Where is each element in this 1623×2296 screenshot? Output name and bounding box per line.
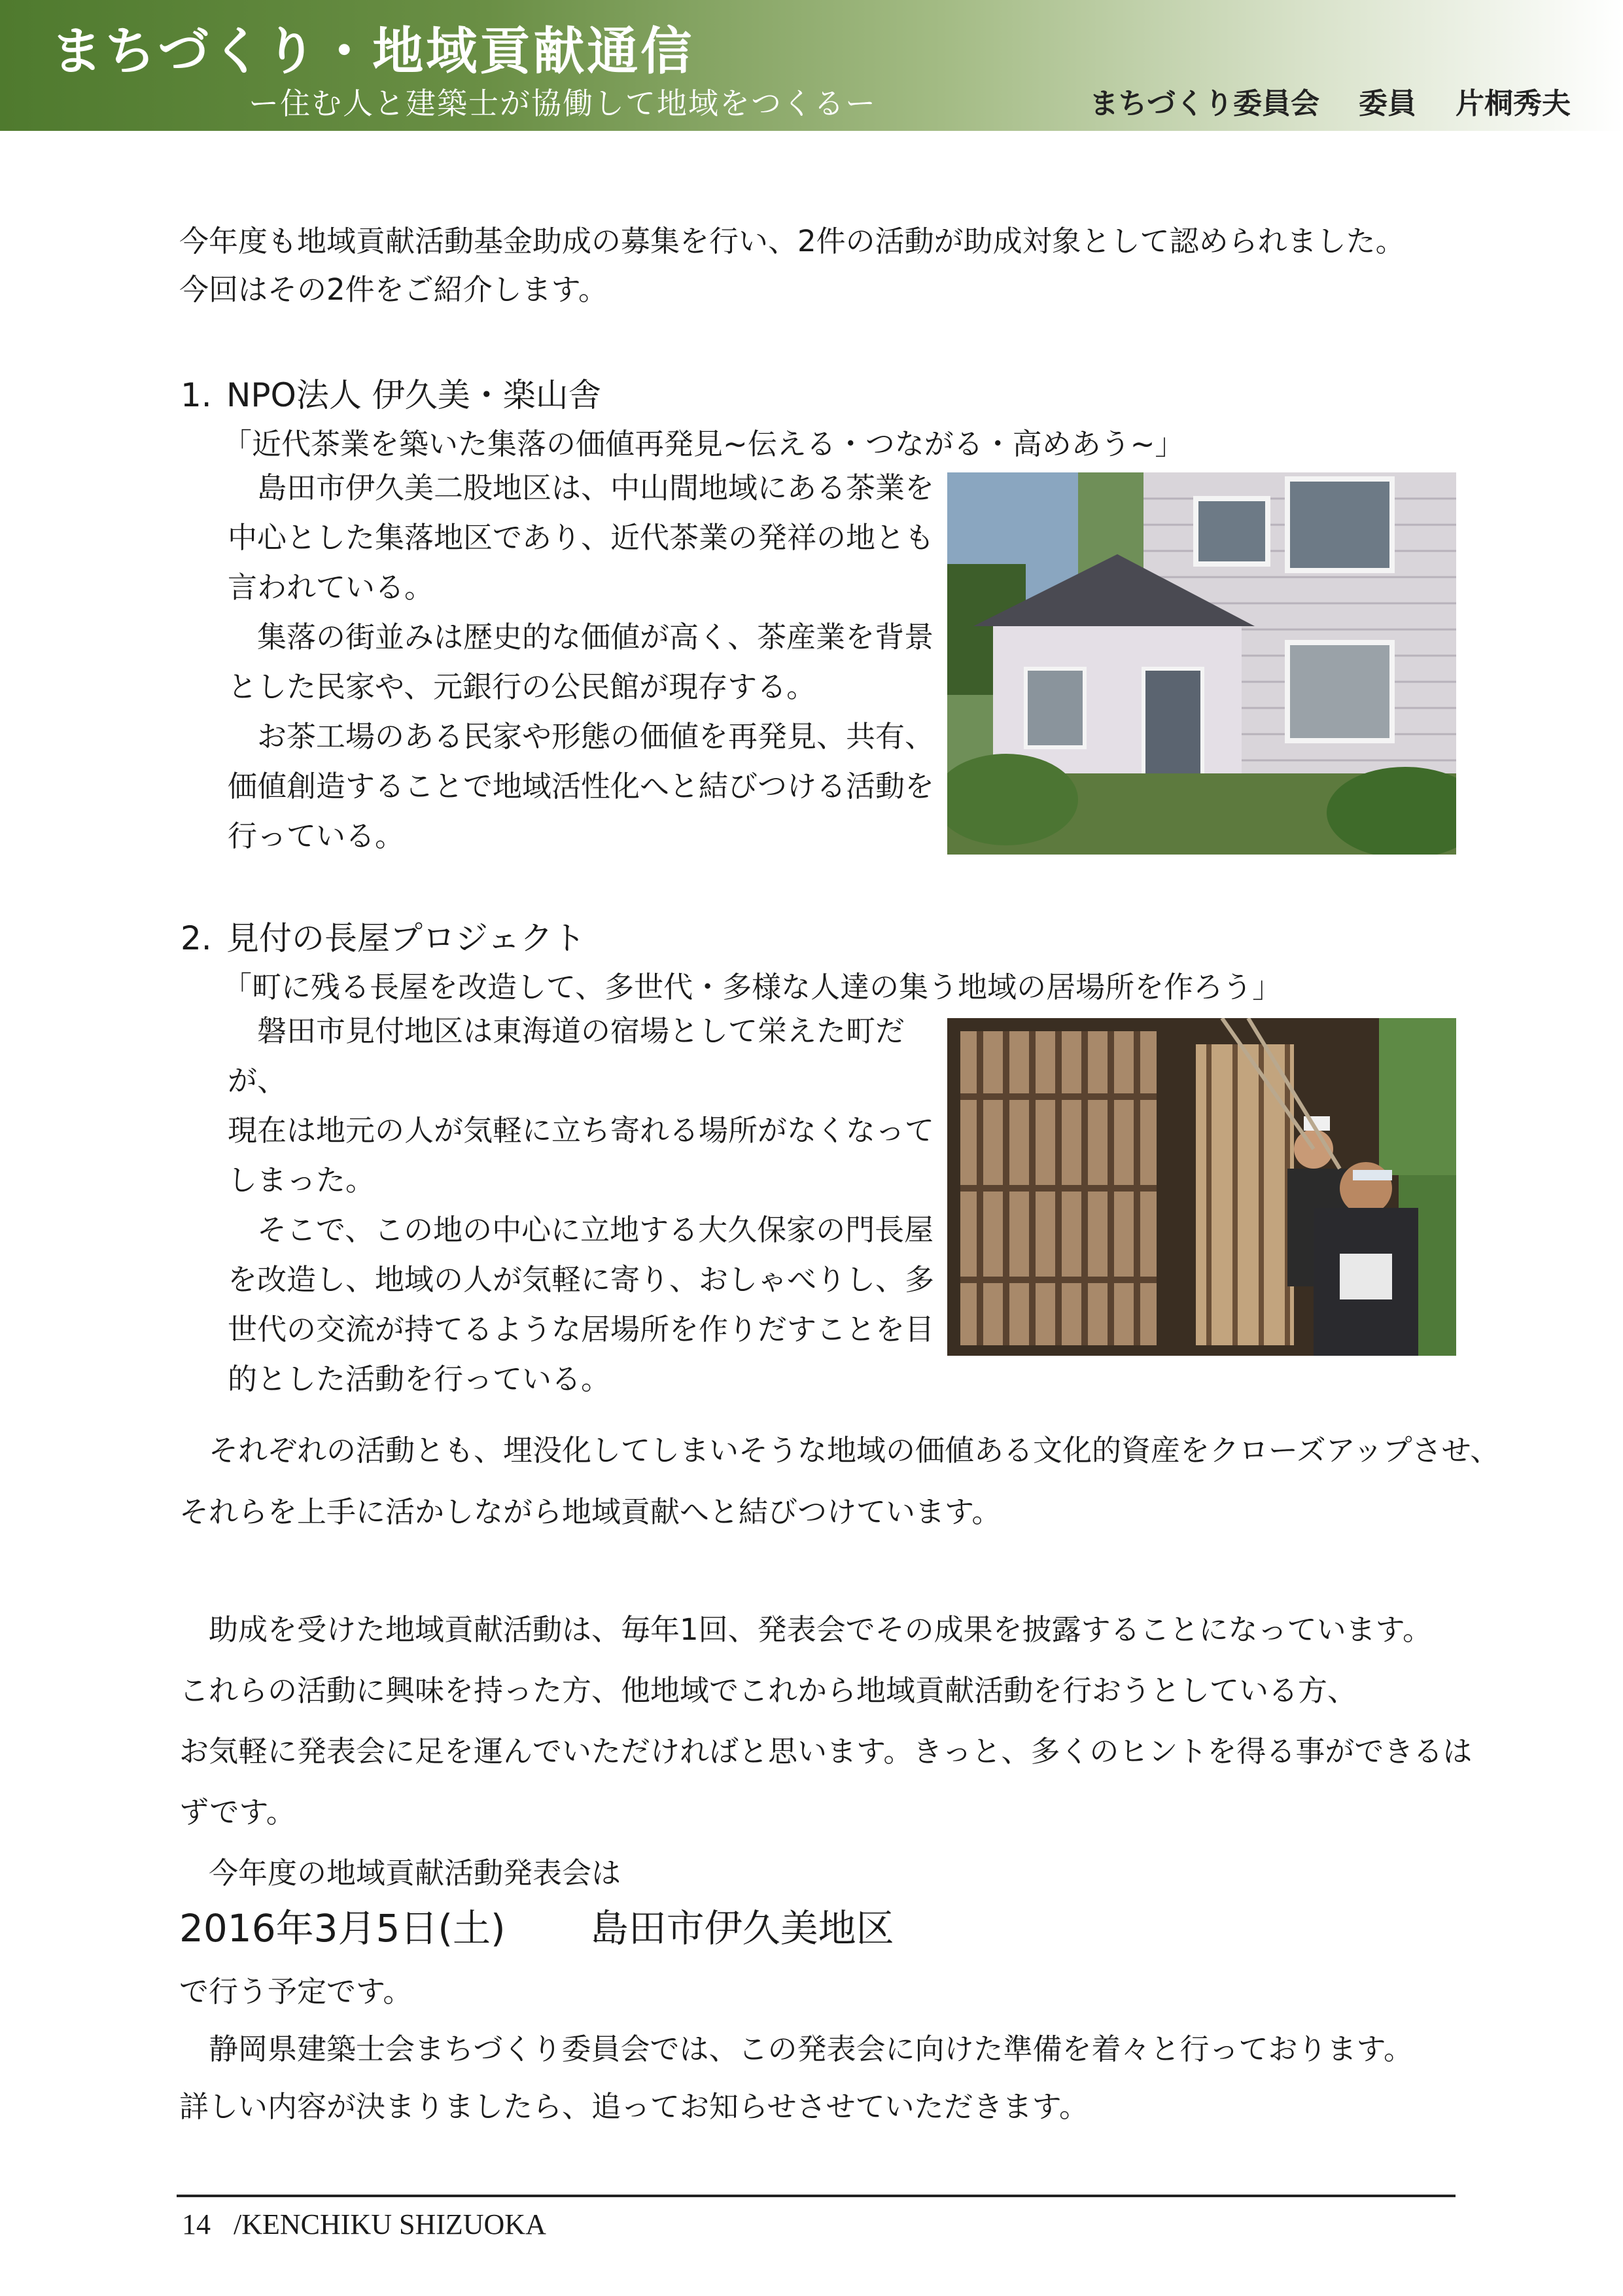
body-line: 言われている。 (228, 570, 434, 605)
intro-line: 今年度も地域貢献活動基金助成の募集を行い、2件の活動が助成対象として認められました。 (179, 224, 1405, 258)
announcement-line: これらの活動に興味を持った方、他地域でこれから地域貢献活動を行おうとしている方、 (179, 1673, 1357, 1708)
section1-subtitle: 「近代茶業を築いた集落の価値再発見~伝える・つながる・高めあう~」 (222, 427, 1185, 461)
publication-name: /KENCHIKU SHIZUOKA (234, 2208, 546, 2240)
announcement-line: 助成を受けた地域貢献活動は、毎年1回、発表会でその成果を披露することになっています。 (209, 1612, 1433, 1647)
announcement-line: ずです。 (179, 1795, 296, 1829)
closing-text (179, 1963, 1413, 2136)
announcement-line: 今年度の地域貢献活動発表会は (209, 1856, 621, 1890)
summary-line: それぞれの活動とも、埋没化してしまいそうな地域の価値ある文化的資産をクローズアップさせ、 (209, 1433, 1500, 1468)
author-committee: まちづくり委員会 (1089, 87, 1319, 120)
body-line: 世代の交流が持てるような居場所を作りだすことを目 (228, 1312, 935, 1347)
photo-nagaya-illustration (947, 1018, 1456, 1356)
section2-subtitle: 「町に残る長屋を改造して、多世代・多様な人達の集う地域の居場所を作ろう」 (222, 970, 1282, 1004)
footer-rule (177, 2195, 1456, 2197)
author-line (1089, 80, 1571, 122)
closing-line: で行う予定です。 (179, 1974, 413, 2009)
section2-title: 見付の長屋プロジェクト (226, 919, 585, 957)
summary-line: それらを上手に活かしながら地域貢献へと結びつけています。 (179, 1494, 1002, 1529)
page-number: 14 (182, 2208, 211, 2240)
closing-line: 詳しい内容が決まりましたら、追ってお知らせさせていただきます。 (179, 2089, 1089, 2124)
section2-heading (181, 912, 585, 959)
body-line: 島田市伊久美二股地区は、中山間地域にある茶業を (257, 470, 935, 505)
section1-number: 1. (181, 376, 212, 414)
section2-body (228, 1006, 934, 1404)
intro-line: 今回はその2件をご紹介します。 (179, 272, 608, 307)
photo-nagaya-renovation (947, 1018, 1456, 1356)
body-line: を改造し、地域の人が気軽に寄り、おしゃべりし、多 (228, 1262, 935, 1297)
body-line: そこで、この地の中心に立地する大久保家の門長屋 (257, 1212, 934, 1247)
intro-text (179, 217, 1405, 314)
announcement-line: お気軽に発表会に足を運んでいただければと思います。きっと、多くのヒントを得る事ができるは (179, 1734, 1473, 1769)
event-place: 島田市伊久美地区 (590, 1906, 894, 1951)
section1-title: NPO法人 伊久美・楽山舎 (226, 376, 601, 414)
announcement-text (179, 1599, 1472, 1903)
body-line: とした民家や、元銀行の公民館が現存する。 (228, 669, 816, 704)
page-footer (182, 2208, 546, 2241)
photo-old-house-illustration (947, 472, 1456, 855)
author-name: 片桐秀夫 (1456, 87, 1571, 120)
body-line: 中心とした集落地区であり、近代茶業の発祥の地とも (228, 520, 935, 555)
event-info (179, 1898, 894, 1952)
column-title: まちづくり・地域貢献通信 (51, 22, 695, 81)
summary-text (179, 1420, 1499, 1543)
body-line: 的とした活動を行っている。 (228, 1362, 611, 1396)
section1-body (228, 463, 934, 861)
header-banner (0, 0, 1623, 131)
body-line: 現在は地元の人が気軽に立ち寄れる場所がなくなって (228, 1113, 935, 1148)
body-line: 価値創造することで地域活性化へと結びつける活動を (228, 769, 935, 804)
section1-heading (181, 369, 601, 416)
closing-line: 静岡県建築士会まちづくり委員会では、この発表会に向けた準備を着々と行っております。 (209, 2032, 1413, 2066)
author-role: 委員 (1359, 87, 1416, 120)
column-subtitle: ー住む人と建築士が協働して地域をつくるー (249, 86, 877, 121)
event-date: 2016年3月5日(土) (179, 1906, 506, 1951)
body-line: 行っている。 (228, 819, 405, 853)
photo-old-house (947, 472, 1456, 855)
body-line: お茶工場のある民家や形態の価値を再発見、共有、 (257, 719, 935, 754)
body-line: 集落の街並みは歴史的な価値が高く、茶産業を背景 (257, 620, 934, 654)
body-line: しまった。 (228, 1163, 375, 1197)
body-line: 磐田市見付地区は東海道の宿場として栄えた町だが、 (228, 1014, 905, 1098)
section2-number: 2. (181, 919, 212, 957)
